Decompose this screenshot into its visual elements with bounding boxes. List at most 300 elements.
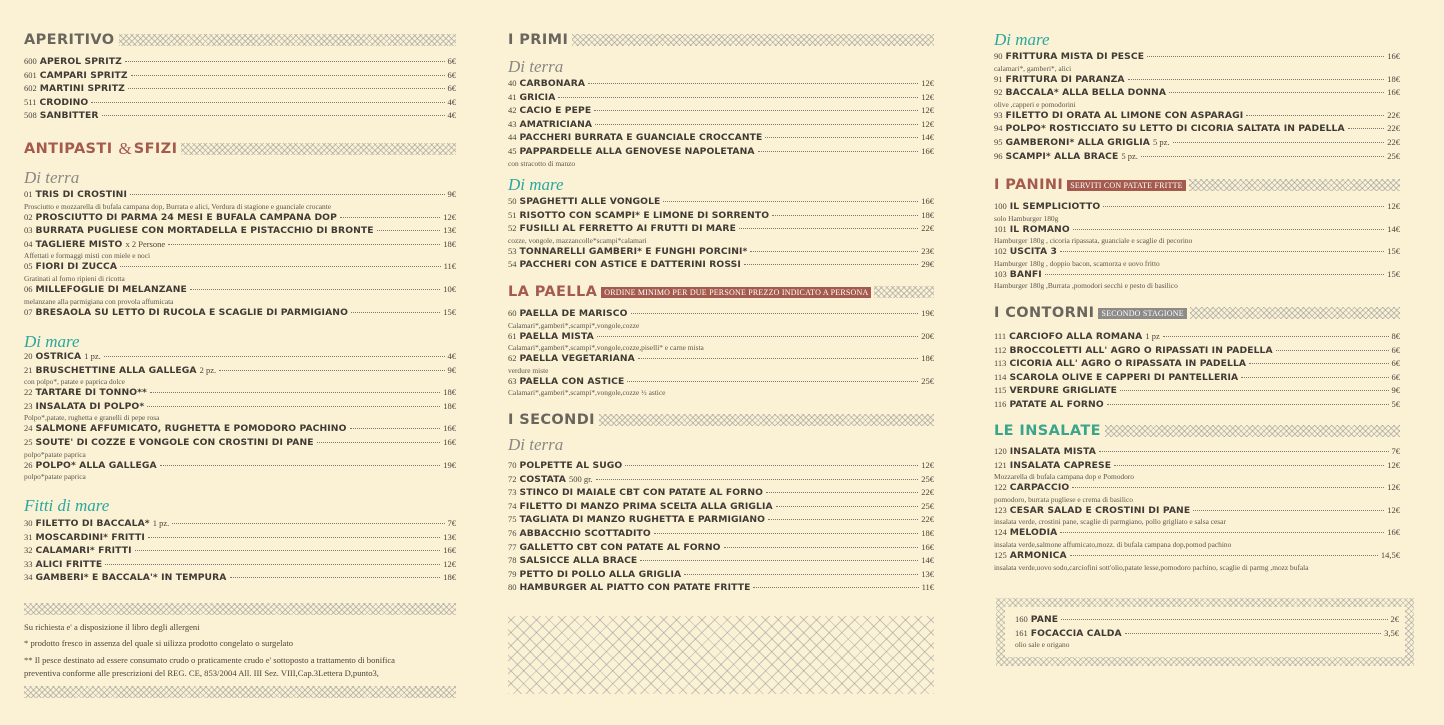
dot-leader	[150, 392, 440, 393]
dot-leader	[588, 83, 918, 84]
dot-leader	[190, 289, 440, 290]
decorative-band	[874, 286, 934, 298]
dot-leader	[1060, 251, 1384, 252]
item-name: TONNARELLI GAMBERI* E FUNGHI PORCINI*	[519, 245, 748, 257]
dot-leader	[168, 244, 440, 245]
item-number: 116	[994, 398, 1007, 409]
dot-leader	[766, 492, 918, 493]
item-description: solo Hamburger 180g	[994, 213, 1059, 223]
item-name: FILETTO DI MANZO PRIMA SCELTA ALLA GRIGLIA	[519, 500, 773, 512]
dot-leader	[684, 574, 918, 575]
item-price: 12€	[921, 118, 934, 129]
item-price: 19€	[443, 459, 456, 470]
dot-leader	[1169, 92, 1384, 93]
pane-box-inner	[1005, 607, 1405, 657]
item-price: 22€	[921, 223, 934, 234]
dot-leader	[172, 523, 444, 524]
item-price: 22€	[1387, 109, 1400, 120]
menu-item	[994, 245, 1400, 259]
item-description: Hamburger 180g , cicoria ripassata, guanciale e scaglie di pecorino	[994, 236, 1193, 246]
item-name: GAMBERONI* ALLA GRIGLIA	[1005, 136, 1150, 148]
menu-item	[24, 55, 456, 69]
item-description: Hamburger 180g ,Burrata ,pomodori secchi e pesto di basilico	[994, 281, 1178, 291]
item-price: 6€	[447, 83, 456, 94]
item-number: 60	[508, 308, 517, 318]
subsection-di-mare: Di mare	[508, 175, 564, 194]
item-number: 80	[508, 582, 517, 593]
menu-item	[508, 118, 934, 132]
item-name: CRODINO	[39, 96, 89, 108]
item-name: MOSCARDINI* FRITTI	[35, 531, 145, 543]
item-name: GAMBERI* E BACCALA'* IN TEMPURA	[35, 572, 227, 584]
menu-item	[508, 307, 934, 321]
menu-item	[508, 554, 934, 568]
item-price: 9€	[447, 364, 456, 375]
dot-leader	[125, 61, 445, 62]
item-number: 44	[508, 132, 517, 143]
section-antipasti-header	[24, 140, 456, 158]
item-name: SANBITTER	[39, 110, 99, 122]
item-name: INSALATA CAPRESE	[1009, 459, 1112, 471]
item-name: SCAMPI* ALLA BRACE	[1005, 150, 1119, 162]
item-name: TARTARE DI TONNO**	[35, 387, 147, 399]
item-price: 6€	[1391, 371, 1400, 382]
item-name: HAMBURGER AL PIATTO CON PATATE FRITTE	[519, 582, 751, 594]
item-number: 111	[994, 331, 1007, 341]
dot-leader	[765, 137, 918, 138]
item-number: 31	[24, 531, 33, 542]
item-price: 12€	[1387, 504, 1400, 515]
item-number: 125	[994, 549, 1007, 560]
item-price: 18€	[443, 238, 456, 249]
item-price: 15€	[1387, 246, 1400, 257]
menu-item	[24, 386, 456, 400]
item-number: 45	[508, 145, 517, 156]
item-price: 12€	[443, 558, 456, 569]
menu-item	[994, 445, 1400, 459]
item-price: 18€	[443, 387, 456, 398]
item-name: SCAROLA OLIVE E CAPPERI DI PANTELLERIA	[1009, 371, 1239, 383]
item-price: 7€	[447, 518, 456, 528]
item-name: CALAMARI* FRITTI	[35, 545, 132, 557]
list-primi-mare	[508, 195, 934, 272]
section-title: LA PAELLA	[508, 284, 598, 300]
section-aperitivo-header	[24, 31, 456, 49]
menu-item	[508, 77, 934, 91]
item-name: FUSILLI AL FERRETTO AI FRUTTI DI MARE	[519, 223, 736, 235]
dot-leader	[640, 560, 918, 561]
item-price: 6€	[1391, 344, 1400, 355]
item-price: 25€	[1387, 150, 1400, 161]
decorative-band	[119, 34, 457, 46]
item-description: con stracotto di manzo	[508, 158, 576, 168]
dot-leader	[654, 533, 918, 534]
dot-leader	[105, 564, 440, 565]
footnote: Su richiesta e' a disposizione il libro degli allergeni	[24, 622, 200, 632]
menu-item	[24, 69, 456, 83]
item-description: Mozzarella di bufala campana dop e Pomodoro	[994, 472, 1134, 482]
item-number: 122	[994, 482, 1007, 493]
section-title: I PANINI	[994, 177, 1064, 193]
item-price: 14€	[1387, 223, 1400, 234]
dot-leader	[91, 102, 444, 103]
dot-leader	[597, 336, 918, 337]
menu-item	[24, 350, 456, 364]
list-antipasti-terra	[24, 188, 456, 319]
item-number: 90	[994, 51, 1003, 61]
item-name: BANFI	[1009, 268, 1042, 280]
item-price: 12€	[921, 105, 934, 116]
item-price: 12€	[1387, 459, 1400, 470]
item-number: 74	[508, 500, 517, 511]
item-price: 22€	[921, 514, 934, 525]
dot-leader	[772, 215, 918, 216]
item-description: pomodoro, burrata pugliese e crema di basilico	[994, 494, 1133, 504]
item-name: POLPO* ROSTICCIATO SU LETTO DI CICORIA SALTATA IN PADELLA	[1005, 123, 1345, 135]
item-price: 19€	[921, 308, 934, 318]
dot-leader	[1073, 229, 1384, 230]
item-number: 02	[24, 211, 33, 222]
item-number: 101	[994, 223, 1007, 234]
item-number: 96	[994, 150, 1003, 161]
item-number: 04	[24, 238, 33, 249]
dot-leader	[1061, 619, 1387, 620]
dot-leader	[1246, 115, 1384, 116]
menu-item	[508, 527, 934, 541]
item-name: SALMONE AFFUMICATO, RUGHETTA E POMODORO PACHINO	[35, 423, 347, 435]
item-price: 23€	[921, 245, 934, 256]
item-description: melanzane alla parmigiana con provola affumicata	[24, 296, 174, 306]
item-name: ALICI FRITTE	[35, 558, 103, 570]
menu-item	[508, 245, 934, 259]
item-name: CARPACCIO	[1009, 482, 1070, 494]
item-number: 61	[508, 330, 517, 341]
menu-item	[24, 82, 456, 96]
menu-item	[508, 486, 934, 500]
item-price: 7€	[1391, 446, 1400, 456]
menu-item	[994, 357, 1400, 371]
item-price: 2€	[1390, 614, 1399, 624]
menu-item	[994, 459, 1400, 473]
item-number: 100	[994, 201, 1007, 211]
section-title: I PRIMI	[508, 32, 569, 48]
item-name: BROCCOLETTI ALL' AGRO O RIPASSATI IN PADELLA	[1009, 344, 1273, 356]
item-description: con polpo*, patate e paprica dolce	[24, 377, 125, 387]
item-price: 14,5€	[1380, 549, 1400, 560]
item-number: 05	[24, 261, 33, 272]
menu-item	[24, 96, 456, 110]
dot-leader	[377, 230, 441, 231]
menu-item	[24, 459, 456, 473]
item-number: 72	[508, 473, 517, 484]
dot-leader	[1128, 79, 1385, 80]
item-name: SALSICCE ALLA BRACE	[519, 555, 638, 567]
dot-leader	[230, 577, 441, 578]
decorative-band	[572, 34, 934, 46]
section-insalate-header	[994, 422, 1400, 440]
subsection-fritti: Fitti di mare	[24, 496, 110, 515]
menu-item	[508, 568, 934, 582]
menu-item	[508, 209, 934, 223]
dot-leader	[219, 370, 444, 371]
list-secondi-mare	[994, 50, 1400, 163]
item-number: 51	[508, 209, 517, 220]
item-name: PATATE AL FORNO	[1009, 398, 1104, 410]
item-name: CACIO E PEPE	[519, 105, 592, 117]
item-name: SPAGHETTI ALLE VONGOLE	[519, 196, 661, 207]
menu-item	[24, 400, 456, 414]
item-number: 121	[994, 459, 1007, 470]
item-price: 12€	[921, 460, 934, 470]
item-name: APEROL SPRITZ	[39, 56, 122, 67]
item-name: TAGLIERE MISTO	[35, 238, 123, 250]
item-name: POLPETTE AL SUGO	[519, 460, 623, 471]
decorative-band	[599, 414, 934, 426]
list-contorni	[994, 330, 1400, 412]
item-price: 16€	[443, 423, 456, 434]
menu-item	[994, 150, 1400, 164]
item-price: 8€	[1391, 331, 1400, 341]
item-number: 508	[24, 110, 37, 121]
item-price: 16€	[443, 436, 456, 447]
item-description: insalata verde,salmone affumicato,mozz. di bufala campana dop,pomod pachino	[994, 539, 1232, 549]
menu-item	[508, 131, 934, 145]
menu-item	[508, 459, 934, 473]
item-number: 63	[508, 375, 517, 386]
dot-leader	[1193, 510, 1384, 511]
menu-item	[24, 364, 456, 378]
menu-item	[994, 371, 1400, 385]
dot-leader	[1060, 532, 1384, 533]
item-price: 13€	[921, 568, 934, 579]
dot-leader	[595, 124, 918, 125]
item-price: 6€	[447, 69, 456, 80]
subsection-di-mare: Di mare	[994, 30, 1050, 49]
dot-leader	[350, 428, 441, 429]
item-description: insalata verde,uovo sodo,carciofini sott'olio,patate lesse,pomodoro pachino, scaglie di parmg ,mozz bufala	[994, 562, 1309, 572]
dot-leader	[750, 251, 918, 252]
item-name: FOCACCIA CALDA	[1030, 627, 1122, 639]
item-number: 76	[508, 527, 517, 538]
item-number: 50	[508, 196, 517, 206]
section-contorni-header	[994, 304, 1400, 322]
item-description: Gratinati al forno ripieni di ricotta	[24, 273, 125, 283]
menu-item	[508, 375, 934, 389]
item-extra: 1 pz	[1145, 331, 1160, 341]
item-description: polpo*patate paprica	[24, 472, 86, 482]
item-name: FRITTURA MISTA DI PESCE	[1005, 51, 1145, 62]
item-price: 4€	[447, 96, 456, 107]
item-number: 30	[24, 518, 33, 528]
dot-leader	[120, 266, 441, 267]
section-secondi-header	[508, 411, 934, 429]
item-name: PACCHERI CON ASTICE E DATTERINI ROSSI	[519, 259, 741, 271]
item-number: 22	[24, 387, 33, 398]
item-description: verdure miste	[508, 365, 549, 375]
item-number: 70	[508, 460, 517, 470]
item-price: 10€	[443, 283, 456, 294]
item-price: 18€	[1387, 73, 1400, 84]
item-extra: 2 pz.	[199, 364, 217, 375]
item-price: 11€	[443, 261, 456, 272]
item-name: SOUTE' DI COZZE E VONGOLE CON CROSTINI DI PANE	[35, 436, 314, 448]
item-name: FIORI DI ZUCCA	[35, 261, 118, 273]
item-price: 18€	[921, 527, 934, 538]
dot-leader	[724, 547, 919, 548]
item-number: 33	[24, 558, 33, 569]
item-price: 29€	[921, 259, 934, 270]
item-name: VERDURE GRIGLIATE	[1009, 385, 1118, 397]
item-number: 06	[24, 283, 33, 294]
menu-item	[994, 223, 1400, 237]
list-pane	[1015, 613, 1399, 649]
item-extra: 1 pz.	[84, 351, 101, 361]
item-name: PAPPARDELLE ALLA GENOVESE NAPOLETANA	[519, 145, 755, 157]
item-number: 21	[24, 364, 33, 375]
item-name: BRESAOLA SU LETTO DI RUCOLA E SCAGLIE DI PARMIGIANO	[35, 306, 348, 318]
item-number: 34	[24, 572, 33, 583]
item-name: GALLETTO CBT CON PATATE AL FORNO	[519, 541, 721, 553]
item-price: 16€	[443, 545, 456, 556]
dot-leader	[768, 519, 918, 520]
item-price: 13€	[443, 531, 456, 542]
item-number: 161	[1015, 627, 1028, 638]
item-price: 16€	[921, 196, 934, 206]
footnote: * prodotto fresco in assenza del quale si uilizza prodotto congelato o surgelato	[24, 638, 294, 648]
item-price: 18€	[921, 353, 934, 364]
item-number: 24	[24, 423, 33, 434]
menu-item	[508, 91, 934, 105]
menu-item	[24, 238, 456, 252]
menu-item	[994, 109, 1400, 123]
item-name: PAELLA VEGETARIANA	[519, 353, 635, 365]
ampersand: &	[118, 139, 132, 158]
item-number: 52	[508, 223, 517, 234]
menu-item	[508, 195, 934, 209]
item-name: FILETTO DI BACCALA*	[35, 518, 150, 529]
dot-leader	[663, 201, 918, 202]
item-number: 01	[24, 189, 33, 199]
item-description: polpo*patate paprica	[24, 449, 86, 459]
list-aperitivo	[24, 55, 456, 123]
item-number: 26	[24, 459, 33, 470]
dot-leader	[160, 465, 440, 466]
item-price: 5€	[1391, 398, 1400, 409]
item-name: BACCALA* ALLA BELLA DONNA	[1005, 87, 1167, 99]
item-number: 40	[508, 78, 517, 88]
item-number: 602	[24, 83, 37, 94]
item-price: 16€	[921, 541, 934, 552]
item-price: 12€	[443, 211, 456, 222]
item-name: CAMPARI SPRITZ	[39, 69, 128, 81]
dot-leader	[1173, 142, 1385, 143]
dot-leader	[776, 506, 919, 507]
dot-leader	[758, 151, 919, 152]
item-extra: 500 gr.	[568, 473, 593, 484]
list-paella	[508, 307, 934, 397]
item-name: PAELLA DE MARISCO	[519, 308, 628, 319]
section-title: I CONTORNI	[994, 305, 1095, 321]
subsection-di-terra: Di terra	[508, 57, 564, 76]
item-number: 92	[994, 87, 1003, 98]
menu-item	[24, 531, 456, 545]
item-description: Calamari*,gamberi*,scampi*,vongole,cozze ½ astice	[508, 388, 666, 398]
menu-item	[994, 200, 1400, 214]
dot-leader	[1099, 451, 1389, 452]
item-description: Calamari*,gamberi*,scampi*,vongole,cozze,piselli* e carne mista	[508, 343, 704, 353]
item-name: ARMONICA	[1009, 549, 1067, 561]
item-price: 14€	[921, 555, 934, 566]
section-title: I SECONDI	[508, 412, 595, 428]
item-description: Prosciutto e mozzarella di bufala campana dop, Burrata e alici, Verdura di stagione e guanciale crocante	[24, 201, 332, 211]
item-description: Polpo*,patate, rughetta e granelli di pepe rosa	[24, 413, 160, 423]
dot-leader	[744, 264, 918, 265]
item-name: MARTINI SPRITZ	[39, 83, 125, 95]
item-price: 12€	[1387, 201, 1400, 211]
dot-leader	[351, 312, 440, 313]
item-number: 114	[994, 371, 1007, 382]
item-description: olio sale e origano	[1015, 640, 1070, 650]
section-title: ANTIPASTI	[24, 141, 113, 157]
dot-leader	[1125, 633, 1381, 634]
subsection-di-terra: Di terra	[24, 168, 80, 187]
footnote: ** Il pesce destinato ad essere consumato crudo o praticamente crudo e' sottoposto a trattamento di bonifica	[24, 655, 395, 665]
dot-leader	[148, 537, 440, 538]
menu-item	[508, 145, 934, 159]
menu-item	[994, 481, 1400, 495]
menu-item	[24, 211, 456, 225]
item-name: MELODIA	[1009, 527, 1058, 539]
menu-item	[508, 500, 934, 514]
item-number: 600	[24, 56, 37, 66]
item-price: 15€	[1387, 268, 1400, 279]
section-title-2: SFIZI	[133, 141, 178, 157]
item-number: 102	[994, 246, 1007, 257]
menu-item	[508, 581, 934, 595]
menu-item	[24, 544, 456, 558]
item-price: 12€	[1387, 482, 1400, 493]
menu-item	[994, 50, 1400, 64]
decorative-band	[24, 686, 456, 698]
list-primi-terra	[508, 77, 934, 168]
item-name: CESAR SALAD E CROSTINI DI PANE	[1009, 504, 1191, 516]
item-name: CARBONARA	[519, 78, 586, 89]
menu-item	[1015, 627, 1399, 641]
item-name: BRUSCHETTINE ALLA GALLEGA	[35, 364, 197, 376]
section-title: LE INSALATE	[994, 423, 1101, 439]
decorative-band	[1190, 307, 1400, 319]
dot-leader	[340, 217, 440, 218]
menu-item	[508, 104, 934, 118]
item-number: 43	[508, 118, 517, 129]
item-number: 25	[24, 436, 33, 447]
section-title: APERITIVO	[24, 32, 115, 48]
item-number: 112	[994, 344, 1007, 355]
item-name: PANE	[1030, 614, 1059, 625]
item-price: 16€	[1387, 51, 1400, 61]
dot-leader	[627, 381, 918, 382]
item-name: PROSCIUTTO DI PARMA 24 MESI E BUFALA CAMPANA DOP	[35, 211, 337, 223]
item-name: BURRATA PUGLIESE CON MORTADELLA E PISTACCHIO DI BRONTE	[35, 225, 374, 237]
item-number: 07	[24, 306, 33, 317]
menu-item	[508, 352, 934, 366]
section-note: SECONDO STAGIONE	[1098, 308, 1186, 319]
item-description: Affettati e formaggi misti con miele e noci	[24, 251, 151, 261]
item-price: 25€	[921, 473, 934, 484]
dot-leader	[1103, 206, 1384, 207]
item-number: 41	[508, 91, 517, 102]
menu-item	[994, 136, 1400, 150]
